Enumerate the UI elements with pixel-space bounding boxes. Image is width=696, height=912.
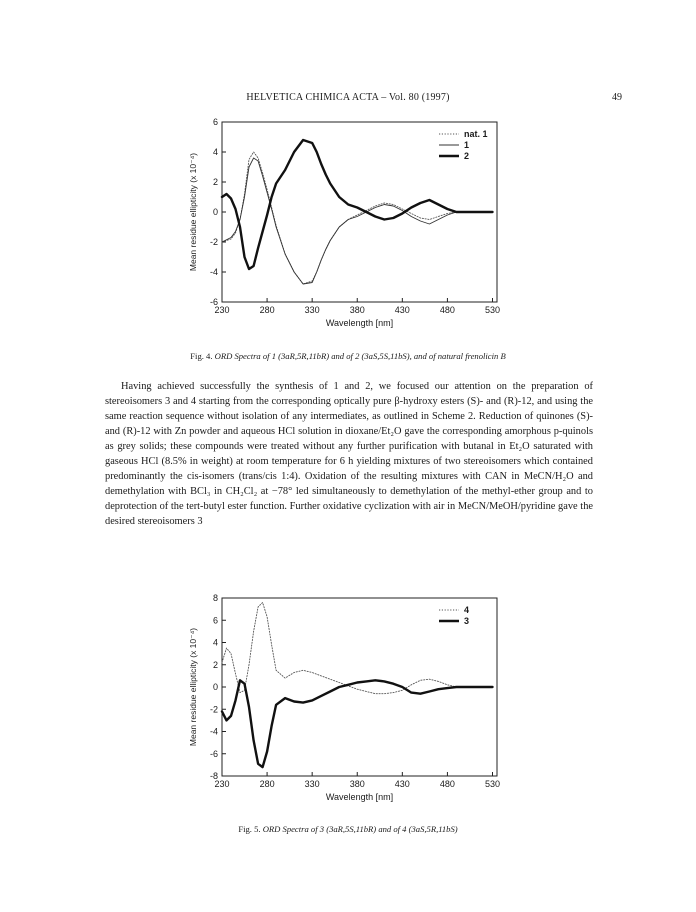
fig5-series-3-line bbox=[222, 680, 493, 767]
figure-4-chart bbox=[0, 116, 696, 352]
figure-4-svg bbox=[0, 116, 696, 352]
fig4-xtick-label: 280 bbox=[259, 305, 275, 315]
figure-4-label: Fig. 4. bbox=[190, 351, 213, 361]
fig5-ytick-label: -6 bbox=[209, 748, 218, 759]
fig5-xtick-label: 530 bbox=[484, 779, 501, 789]
fig4-ytick-label: -4 bbox=[209, 267, 218, 277]
fig4-xtick-label: 430 bbox=[394, 305, 410, 315]
fig5-ytick-label: 8 bbox=[212, 593, 218, 603]
fig5-xtick-label: 380 bbox=[349, 779, 365, 789]
fig5-ytick-label: -4 bbox=[209, 726, 218, 737]
fig4-legend-label-nat-1: nat. 1 bbox=[464, 129, 488, 139]
fig4-legend-label-2: 2 bbox=[464, 151, 470, 161]
fig4-ytick-label: 4 bbox=[212, 147, 218, 157]
fig5-ytick-label: 4 bbox=[212, 637, 218, 648]
fig4-xtick-label: 530 bbox=[484, 305, 501, 315]
fig4-ytick-label: 0 bbox=[212, 207, 218, 217]
figure-5-chart bbox=[0, 586, 696, 820]
fig5-xtick-label: 280 bbox=[259, 779, 275, 789]
fig4-series-2-line bbox=[222, 140, 493, 269]
fig4-ytick-label: -6 bbox=[209, 297, 218, 307]
fig4-series-nat-1-line bbox=[222, 152, 493, 284]
figure-4-caption-text: ORD Spectra of 1 (3aR,5R,11bR) and of 2 (3aS,5S,11bS), and of natural frenolicin B bbox=[214, 351, 506, 361]
fig5-ytick-label: 0 bbox=[212, 682, 218, 692]
fig4-xtick-label: 480 bbox=[439, 305, 455, 315]
fig5-ytick-label: 6 bbox=[212, 615, 218, 626]
fig4-xtick-label: 330 bbox=[304, 305, 320, 315]
fig4-legend-label-1: 1 bbox=[464, 140, 470, 150]
fig5-ytick-label: 2 bbox=[212, 659, 218, 670]
fig5-ytick-label: -8 bbox=[209, 771, 218, 781]
figure-5-label: Fig. 5. bbox=[238, 824, 261, 834]
page-number: 49 bbox=[612, 92, 622, 103]
fig4-x-axis-label: Wavelength [nm] bbox=[325, 318, 394, 328]
fig5-x-axis-label: Wavelength [nm] bbox=[325, 792, 394, 802]
fig4-ytick-label: 6 bbox=[212, 117, 218, 127]
fig4-ytick-label: 2 bbox=[212, 177, 218, 187]
fig4-y-axis-label: Mean residue ellipticity (x 10⁻⁴) bbox=[188, 152, 198, 272]
fig5-xtick-label: 430 bbox=[394, 779, 410, 789]
figure-5-caption bbox=[40, 824, 656, 834]
fig5-legend-label-3: 3 bbox=[464, 616, 470, 626]
fig4-series-1-line bbox=[222, 158, 493, 284]
fig5-xtick-label: 330 bbox=[304, 779, 320, 789]
body-text bbox=[105, 379, 593, 529]
fig5-xtick-label: 480 bbox=[439, 779, 455, 789]
fig5-xtick-label: 230 bbox=[214, 779, 230, 789]
fig5-y-axis-label: Mean residue ellipticity (x 10⁻⁴) bbox=[188, 627, 198, 747]
fig4-ytick-label: -2 bbox=[209, 237, 218, 247]
figure-4-caption bbox=[40, 351, 656, 361]
body-paragraph: Having achieved successfully the synthesis of 1 and 2, we focused our attention on the preparation of stereoisomers 3 and 4 starting from the corresponding optically pure β-hydroxy esters (S)- and (R)-12, and using the same reaction sequence without isolation of any intermediates, as outlined in Scheme 2. Reduction of quinones (S)- and (R)-12 with Zn powder and aqueous HCl solution in dioxane/Et₂O gave the corresponding amorphous p-quinols as grey solids; these compounds were treated without any further purification with butanal in Et₂O saturated with gaseous HCl (8.5% in weight) at room temperature for 6 h yielding mixtures of two stereoisomers which contained predominantly the cis-isomers (trans/cis 1:4). Oxidation of the resulting mixtures with CAN in MeCN/H₂O and demethylation with BCl₃ in CH₂Cl₂ at −78° led simultaneously to demethylation of the methyl-ether group and to deprotection of the tert-butyl ester function. Further oxidative cyclization with air in MeCN/MeOH/pyridine gave the desired stereoisomers 3 bbox=[105, 381, 593, 527]
fig5-series-4-line bbox=[222, 603, 493, 694]
figure-5-caption-text: ORD Spectra of 3 (3aR,5S,11bR) and of 4 (3aS,5R,11bS) bbox=[262, 824, 458, 834]
fig5-ytick-label: -2 bbox=[209, 704, 218, 715]
fig4-xtick-label: 230 bbox=[214, 305, 230, 315]
figure-5-svg bbox=[0, 586, 696, 820]
running-head: HELVETICA CHIMICA ACTA – Vol. 80 (1997) bbox=[246, 92, 450, 103]
fig5-legend-label-4: 4 bbox=[464, 605, 470, 615]
fig4-xtick-label: 380 bbox=[349, 305, 365, 315]
